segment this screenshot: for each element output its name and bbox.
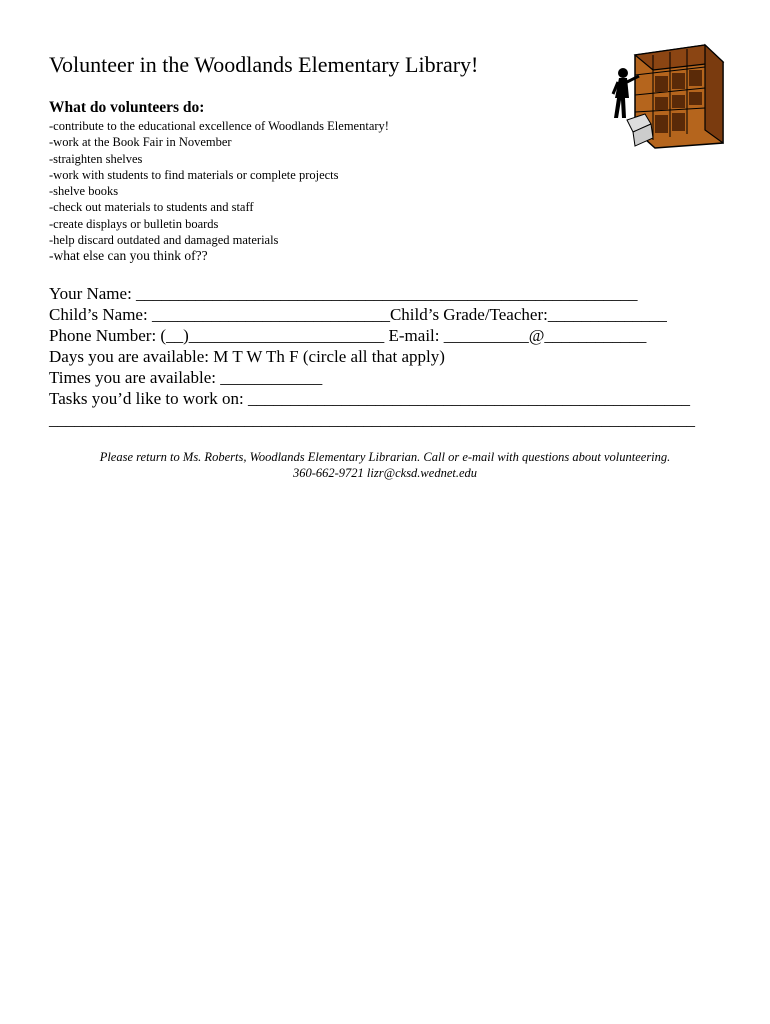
person-shelving-books-icon bbox=[605, 40, 730, 150]
list-item: -help discard outdated and damaged materials bbox=[49, 233, 279, 248]
list-item: -straighten shelves bbox=[49, 151, 143, 166]
list-item: -what else can you think of?? bbox=[49, 248, 208, 264]
list-item: -check out materials to students and staff bbox=[49, 200, 254, 215]
page-title: Volunteer in the Woodlands Elementary Library! bbox=[49, 52, 479, 77]
days-available-field[interactable]: Days you are available: M T W Th F (circle all that apply) bbox=[49, 347, 445, 366]
list-item: -shelve books bbox=[49, 184, 119, 199]
list-item: -work with students to find materials or complete projects bbox=[49, 167, 339, 182]
child-name-grade-field[interactable]: Child’s Name: ____________________________Child’s Grade/Teacher:______________ bbox=[49, 305, 667, 324]
footer-note bbox=[0, 449, 770, 481]
phone-email-field[interactable]: Phone Number: (__)_______________________ E-mail: __________@____________ bbox=[49, 326, 647, 345]
tasks-field[interactable]: Tasks you’d like to work on: ____________________________________________________ bbox=[49, 389, 691, 408]
return-instructions: Please return to Ms. Roberts, Woodlands Elementary Librarian. Call or e-mail with questions about volunteering. bbox=[99, 450, 671, 464]
list-item: -work at the Book Fair in November bbox=[49, 135, 232, 150]
times-available-field[interactable]: Times you are available: ____________ bbox=[49, 368, 323, 387]
your-name-field[interactable]: Your Name: ___________________________________________________________ bbox=[49, 284, 638, 303]
volunteer-form bbox=[49, 283, 739, 430]
list-item: -create displays or bulletin boards bbox=[49, 216, 219, 231]
section-heading: What do volunteers do: bbox=[49, 99, 205, 116]
tasks-continuation-field[interactable]: ____________________________________________________________________________ bbox=[49, 410, 695, 429]
volunteer-duties-list bbox=[49, 118, 389, 265]
list-item: -contribute to the educational excellence of Woodlands Elementary! bbox=[49, 119, 389, 133]
contact-info: 360-662-9721 lizr@cksd.wednet.edu bbox=[292, 466, 478, 480]
